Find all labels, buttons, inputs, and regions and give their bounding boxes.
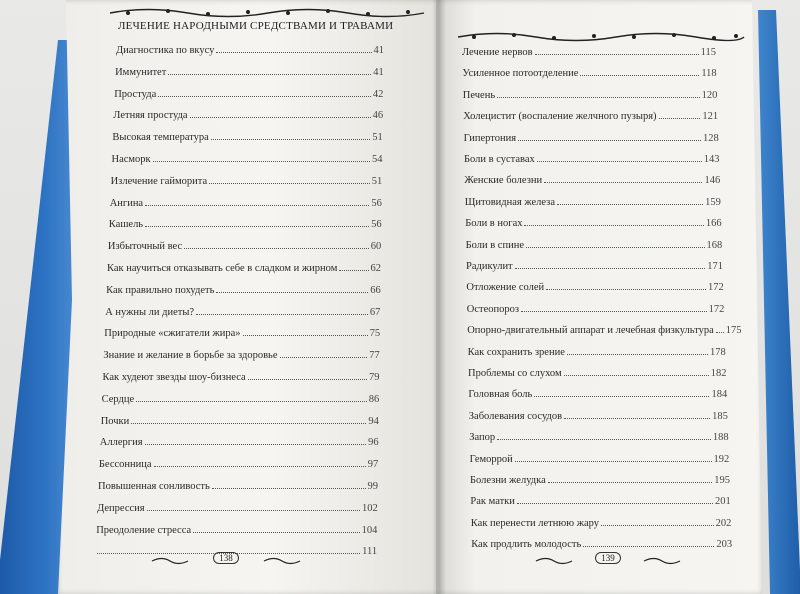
toc-entry xyxy=(112,129,382,143)
toc-entry xyxy=(97,500,378,514)
toc-leader-dots xyxy=(136,401,367,402)
toc-entry-title: Запор xyxy=(469,432,496,444)
toc-entry-title: Проблемы со слухом xyxy=(468,368,562,379)
toc-entry-page: 66 xyxy=(370,284,381,296)
toc-entry-page: 67 xyxy=(369,306,381,318)
toc-entry-title: Почки xyxy=(100,415,130,427)
toc-entry-page: 182 xyxy=(710,368,727,379)
running-head: ЛЕЧЕНИЕ НАРОДНЫМИ СРЕДСТВАМИ И ТРАВАМИ xyxy=(118,20,394,32)
toc-entry xyxy=(463,108,718,122)
toc-entry xyxy=(466,237,723,251)
toc-entry-title: Печень xyxy=(462,89,496,101)
ornament-bottom-left-2 xyxy=(262,556,302,570)
toc-entry-title: Боли в ногах xyxy=(465,218,523,230)
toc-entry-page: 77 xyxy=(369,350,380,362)
toc-leader-dots xyxy=(601,525,714,526)
toc-entry xyxy=(468,386,727,400)
toc-entry-page: 97 xyxy=(367,459,379,471)
right-page-number xyxy=(578,552,638,564)
toc-leader-dots xyxy=(534,396,709,397)
toc-entry-page: 171 xyxy=(707,261,723,272)
toc-entry-page: 168 xyxy=(706,239,723,251)
toc-leader-dots xyxy=(524,225,703,226)
toc-entry-title: Повышенная сонливость xyxy=(98,481,210,492)
toc-leader-dots xyxy=(521,311,707,312)
toc-entry-page: 120 xyxy=(701,89,718,101)
toc-entry xyxy=(111,173,383,187)
toc-entry xyxy=(464,130,719,144)
toc-entry-title: Преодоление стресса xyxy=(96,524,192,536)
toc-entry xyxy=(466,279,723,293)
toc-entry-page: 62 xyxy=(370,263,381,274)
toc-entry xyxy=(109,216,382,230)
toc-leader-dots xyxy=(518,140,701,141)
toc-leader-dots xyxy=(517,503,713,504)
toc-entry xyxy=(470,493,730,507)
toc-entry-title: Заболевания сосудов xyxy=(468,410,563,422)
toc-leader-dots xyxy=(564,375,709,376)
toc-entry-title: Сердце xyxy=(101,393,135,405)
toc-entry xyxy=(105,304,380,318)
toc-leader-dots xyxy=(515,268,706,269)
toc-entry-title: Как правильно похудеть xyxy=(106,284,215,296)
toc-leader-dots xyxy=(131,423,366,424)
toc-entry xyxy=(103,347,379,361)
toc-entry-page: 94 xyxy=(368,415,379,427)
toc-entry-page: 121 xyxy=(702,111,719,123)
toc-entry-page: 128 xyxy=(703,132,719,144)
toc-entry xyxy=(471,515,732,529)
toc-entry-page: 56 xyxy=(371,219,382,231)
toc-entry xyxy=(98,478,378,492)
toc-entry xyxy=(470,472,730,486)
toc-leader-dots xyxy=(497,97,700,98)
toc-entry xyxy=(106,282,381,296)
toc-leader-dots xyxy=(216,52,371,53)
toc-entry-page: 115 xyxy=(700,47,716,58)
toc-entry xyxy=(112,151,383,165)
toc-entry-page: 46 xyxy=(372,110,384,122)
toc-entry xyxy=(463,87,718,101)
toc-entry-page: 56 xyxy=(371,197,382,209)
toc-entry-title: Как научиться отказывать себе в сладком и жирном xyxy=(107,263,338,274)
toc-leader-dots xyxy=(659,118,701,119)
toc-leader-dots xyxy=(280,357,368,358)
toc-entry-title: Остеопороз xyxy=(466,303,520,315)
toc-entry-page: 54 xyxy=(372,154,383,165)
toc-entry-page: 111 xyxy=(362,546,378,558)
toc-leader-dots xyxy=(168,74,371,75)
toc-entry-title: Природные «сжигатели жира» xyxy=(104,328,241,340)
toc-entry-title: Геморрой xyxy=(469,453,513,465)
toc-leader-dots xyxy=(145,205,369,206)
book-cover-right xyxy=(758,10,800,594)
toc-entry xyxy=(469,429,728,443)
right-page-number-value: 139 xyxy=(595,552,621,564)
toc-entry-page: 75 xyxy=(369,328,381,340)
toc-entry-page: 102 xyxy=(361,502,378,514)
toc-entry-title: Гипертония xyxy=(463,132,517,144)
toc-entry-page: 60 xyxy=(370,241,382,253)
toc-leader-dots xyxy=(716,332,724,333)
toc-entry-page: 172 xyxy=(707,282,724,294)
toc-entry-page: 104 xyxy=(361,524,378,536)
toc-leader-dots xyxy=(548,482,713,483)
toc-entry xyxy=(101,413,379,427)
toc-leader-dots xyxy=(557,204,703,205)
toc-entry xyxy=(467,301,725,315)
toc-entry-title: Диагностика по вкусу xyxy=(116,45,215,56)
toc-leader-dots xyxy=(544,182,702,183)
toc-leader-dots xyxy=(567,354,708,355)
toc-entry-page: 79 xyxy=(369,372,380,383)
toc-entry-page: 41 xyxy=(373,45,384,56)
toc-entry-title: Насморк xyxy=(111,154,151,165)
toc-leader-dots xyxy=(515,461,712,462)
toc-entry-title: Как перенести летнюю жару xyxy=(470,517,599,529)
toc-entry xyxy=(102,391,380,405)
toc-entry-title: Болезни желудка xyxy=(470,475,546,486)
toc-leader-dots xyxy=(147,510,360,511)
toc-entry-title: Рак матки xyxy=(470,496,515,508)
toc-entry-page: 159 xyxy=(705,196,721,208)
toc-leader-dots xyxy=(190,117,371,118)
toc-leader-dots xyxy=(535,54,699,55)
toc-entry-page: 86 xyxy=(368,393,380,405)
toc-leader-dots xyxy=(158,96,371,97)
toc-entry-title: Усиленное потоотделение xyxy=(462,68,579,80)
toc-leader-dots xyxy=(193,532,359,533)
toc-entry-title: Бессонница xyxy=(98,459,152,471)
toc-leader-dots xyxy=(153,161,370,162)
toc-entry-page: 178 xyxy=(710,346,726,358)
toc-leader-dots xyxy=(145,444,367,445)
toc-entry-page: 185 xyxy=(712,410,728,422)
toc-entry-page: 202 xyxy=(715,517,732,529)
toc-entry-title: Депрессия xyxy=(97,502,145,514)
toc-entry-page: 192 xyxy=(713,453,730,465)
toc-entry xyxy=(469,408,728,422)
toc-entry-title: Боли в спине xyxy=(465,239,524,251)
toc-entry xyxy=(99,456,378,470)
toc-entry xyxy=(113,107,383,121)
toc-entry xyxy=(464,151,720,165)
toc-entry xyxy=(471,536,732,550)
toc-entry-title: Щитовидная железа xyxy=(464,196,555,208)
toc-entry-title: Излечение гайморита xyxy=(110,175,208,187)
ornament-bottom-left xyxy=(150,556,190,570)
toc-entry xyxy=(467,322,742,337)
toc-entry-title: Опорно-двигательный аппарат и лечебная физкультура xyxy=(467,325,714,337)
toc-entry-title: Как худеют звезды шоу-бизнеса xyxy=(102,372,246,383)
toc-entry-title: Простуда xyxy=(114,88,157,100)
toc-entry xyxy=(466,258,723,272)
toc-entry-title: Радикулит xyxy=(466,261,513,272)
toc-leader-dots xyxy=(212,488,366,489)
toc-entry xyxy=(468,344,726,358)
toc-entry-page: 51 xyxy=(372,132,383,144)
toc-entry-page: 41 xyxy=(373,66,384,78)
toc-entry xyxy=(104,325,380,339)
toc-leader-dots xyxy=(248,379,367,380)
toc-entry-page: 96 xyxy=(368,437,379,449)
toc-leader-dots xyxy=(546,289,706,290)
toc-entry-title: А нужны ли диеты? xyxy=(105,306,195,318)
toc-leader-dots xyxy=(497,439,711,440)
toc-entry-title: Головная боль xyxy=(468,389,533,401)
toc-entry-page: 146 xyxy=(704,175,721,187)
toc-leader-dots xyxy=(154,466,366,467)
ornament-bottom-right-2 xyxy=(642,556,682,570)
toc-entry xyxy=(108,238,381,252)
toc-entry-title: Кашель xyxy=(108,219,144,231)
right-toc xyxy=(460,0,750,594)
toc-leader-dots xyxy=(211,139,370,140)
toc-entry xyxy=(103,369,380,383)
toc-entry xyxy=(96,522,377,536)
toc-entry xyxy=(470,451,730,465)
toc-entry-title: Знание и желание в борьбе за здоровье xyxy=(103,350,278,362)
toc-entry-page: 175 xyxy=(725,325,742,337)
toc-leader-dots xyxy=(580,75,699,76)
toc-leader-dots xyxy=(184,248,369,249)
toc-entry-title: Как продлить молодость xyxy=(471,539,582,551)
toc-entry-title: Избыточный вес xyxy=(107,241,183,253)
toc-entry-page: 166 xyxy=(705,218,722,230)
toc-entry-page: 51 xyxy=(371,175,383,187)
toc-entry xyxy=(114,86,383,100)
toc-entry-page: 203 xyxy=(716,539,733,551)
toc-entry-title: Как сохранить зрение xyxy=(467,346,565,358)
toc-entry-title: Летняя простуда xyxy=(113,110,188,122)
toc-leader-dots xyxy=(537,161,702,162)
toc-leader-dots xyxy=(209,183,370,184)
toc-entry-title: Лечение нервов xyxy=(462,47,533,58)
toc-entry-title: Иммунитет xyxy=(115,66,167,78)
toc-entry-title: Холецистит (воспаление желчного пузыря) xyxy=(463,111,657,123)
toc-entry xyxy=(100,434,379,448)
ornament-bottom-right xyxy=(534,556,574,570)
toc-entry-title: Отложение солей xyxy=(466,282,545,294)
toc-entry-title: Боли в суставах xyxy=(464,154,535,165)
toc-entry-title: Аллергия xyxy=(99,437,143,449)
toc-entry-page: 99 xyxy=(367,481,378,492)
toc-leader-dots xyxy=(526,247,705,248)
toc-entry-page: 172 xyxy=(708,303,725,315)
toc-entry xyxy=(468,365,727,379)
toc-entry-page: 188 xyxy=(712,432,729,444)
toc-entry-page: 118 xyxy=(701,68,717,80)
toc-entry-page: 42 xyxy=(372,88,384,100)
toc-leader-dots xyxy=(216,292,368,293)
toc-entry-title: Женские болезни xyxy=(464,175,543,187)
toc-entry xyxy=(465,194,721,208)
toc-entry xyxy=(462,65,716,79)
toc-entry xyxy=(464,172,720,186)
toc-entry xyxy=(465,215,721,229)
toc-leader-dots xyxy=(145,226,369,227)
toc-leader-dots xyxy=(243,335,368,336)
left-page-number xyxy=(196,552,256,564)
book-gutter xyxy=(432,0,446,594)
toc-entry-title: Ангина xyxy=(109,197,144,209)
toc-entry-page: 143 xyxy=(703,154,720,165)
toc-leader-dots xyxy=(339,270,368,271)
left-page-number-value: 138 xyxy=(213,552,239,564)
toc-entry xyxy=(107,260,381,274)
toc-leader-dots xyxy=(196,314,368,315)
toc-entry xyxy=(110,195,382,209)
toc-entry xyxy=(115,64,384,78)
toc-entry-page: 195 xyxy=(714,475,730,486)
toc-entry xyxy=(462,44,716,58)
toc-entry-page: 201 xyxy=(714,496,731,508)
toc-leader-dots xyxy=(564,418,710,419)
toc-entry-title: Высокая температура xyxy=(112,132,209,144)
left-toc xyxy=(96,0,396,594)
toc-entry xyxy=(116,42,384,56)
toc-leader-dots xyxy=(583,546,714,547)
toc-entry-page: 184 xyxy=(711,389,728,401)
